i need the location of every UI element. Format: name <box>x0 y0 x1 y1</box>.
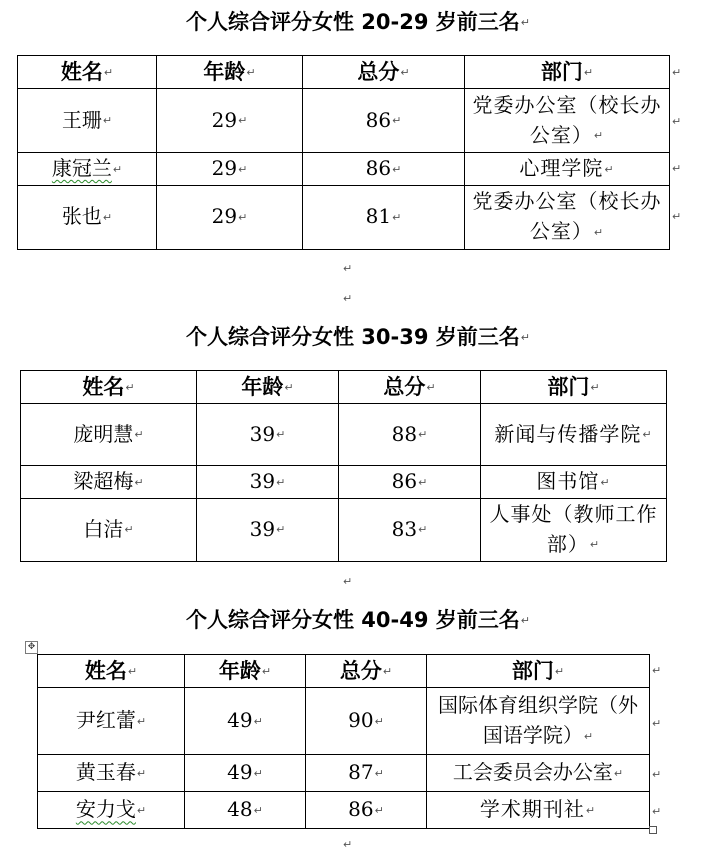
header-name: 姓名↵ <box>21 371 197 404</box>
header-score: 总分↵ <box>306 655 427 688</box>
cell-score: 88↵ <box>339 404 481 466</box>
cell-age: 29↵ <box>157 89 303 153</box>
cell-name: 康冠兰↵ <box>18 153 157 186</box>
cell-score: 81↵ <box>303 185 465 249</box>
header-dept: 部门↵ <box>481 371 667 404</box>
paragraph-mark-icon: ↵ <box>520 16 530 29</box>
cell-dept: 党委办公室（校长办公室）↵ <box>465 185 670 249</box>
header-name: 姓名↵ <box>18 56 157 89</box>
ranking-table-30-39 <box>20 370 667 562</box>
cell-age: 29↵ <box>157 153 303 186</box>
header-age: 年龄↵ <box>157 56 303 89</box>
paragraph-mark-icon: ↵ <box>343 575 353 588</box>
cell-name: 安力戈↵ <box>38 792 185 829</box>
cell-score: 86↵ <box>306 792 427 829</box>
cell-age: 49↵ <box>185 755 306 792</box>
cell-dept: 图书馆↵ <box>481 466 667 499</box>
header-score: 总分↵ <box>339 371 481 404</box>
cell-age: 39↵ <box>197 404 339 466</box>
table-row <box>38 755 650 792</box>
cell-score: 83↵ <box>339 498 481 561</box>
cell-dept: 心理学院↵ <box>465 153 670 186</box>
header-age: 年龄↵ <box>197 371 339 404</box>
cell-age: 49↵ <box>185 688 306 755</box>
cell-dept: 新闻与传播学院↵ <box>481 404 667 466</box>
paragraph-mark-icon: ↵ <box>672 162 682 175</box>
ranking-table-20-29 <box>17 55 670 250</box>
cell-name: 梁超梅↵ <box>21 466 197 499</box>
paragraph-mark-icon: ↵ <box>652 664 662 677</box>
cell-name: 白洁↵ <box>21 498 197 561</box>
paragraph-mark-icon: ↵ <box>672 115 682 128</box>
section1-title: 个人综合评分女性 20-29 岁前三名↵ <box>185 10 530 34</box>
cell-age: 39↵ <box>197 498 339 561</box>
cell-name: 张也↵ <box>18 185 157 249</box>
cell-dept: 学术期刊社↵ <box>427 792 650 829</box>
paragraph-mark-icon: ↵ <box>672 66 682 79</box>
ranking-table-40-49 <box>37 654 650 829</box>
cell-score: 86↵ <box>303 153 465 186</box>
cell-dept: 国际体育组织学院（外国语学院）↵ <box>427 688 650 755</box>
table-row <box>18 89 670 153</box>
cell-dept: 人事处（教师工作部）↵ <box>481 498 667 561</box>
header-score: 总分↵ <box>303 56 465 89</box>
table-row <box>21 466 667 499</box>
section3-title: 个人综合评分女性 40-49 岁前三名↵ <box>185 608 530 632</box>
cell-age: 39↵ <box>197 466 339 499</box>
table-move-handle-icon[interactable]: ✥ <box>25 641 38 654</box>
paragraph-mark-icon: ↵ <box>520 614 530 627</box>
header-name: 姓名↵ <box>38 655 185 688</box>
cell-score: 87↵ <box>306 755 427 792</box>
table-row <box>18 153 670 186</box>
table-row <box>38 792 650 829</box>
paragraph-mark-icon: ↵ <box>652 717 662 730</box>
header-dept: 部门↵ <box>465 56 670 89</box>
cell-name: 尹红蕾↵ <box>38 688 185 755</box>
header-dept: 部门↵ <box>427 655 650 688</box>
table-row <box>18 185 670 249</box>
header-age: 年龄↵ <box>185 655 306 688</box>
cell-name: 黄玉春↵ <box>38 755 185 792</box>
cell-age: 48↵ <box>185 792 306 829</box>
table-resize-handle[interactable] <box>649 826 657 834</box>
paragraph-mark-icon: ↵ <box>672 210 682 223</box>
cell-score: 86↵ <box>303 89 465 153</box>
table-row <box>21 498 667 561</box>
paragraph-mark-icon: ↵ <box>652 805 662 818</box>
cell-name: 庞明慧↵ <box>21 404 197 466</box>
paragraph-mark-icon: ↵ <box>343 262 353 275</box>
cell-dept: 党委办公室（校长办公室）↵ <box>465 89 670 153</box>
cell-dept: 工会委员会办公室↵ <box>427 755 650 792</box>
paragraph-mark-icon: ↵ <box>520 331 530 344</box>
section2-title: 个人综合评分女性 30-39 岁前三名↵ <box>185 325 530 349</box>
cell-age: 29↵ <box>157 185 303 249</box>
paragraph-mark-icon: ↵ <box>652 768 662 781</box>
paragraph-mark-icon: ↵ <box>343 838 353 851</box>
table-row <box>21 404 667 466</box>
cell-score: 86↵ <box>339 466 481 499</box>
table-row <box>38 688 650 755</box>
cell-score: 90↵ <box>306 688 427 755</box>
cell-name: 王珊↵ <box>18 89 157 153</box>
paragraph-mark-icon: ↵ <box>343 292 353 305</box>
